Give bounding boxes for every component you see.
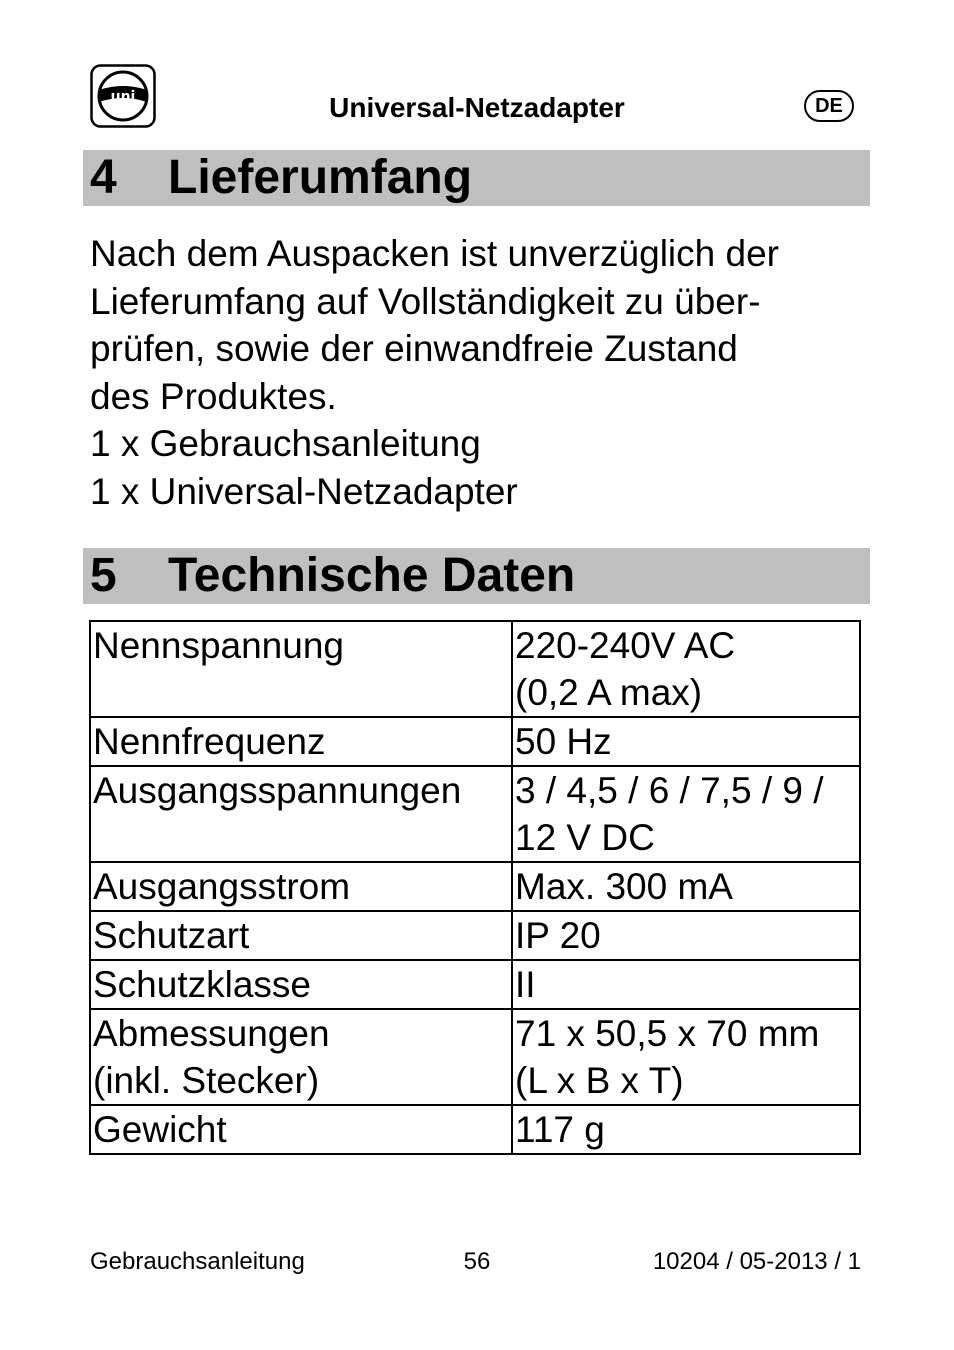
spec-label	[90, 1105, 512, 1154]
spec-value	[512, 766, 860, 862]
table-row	[90, 1009, 860, 1105]
paragraph-line: des Produktes.	[90, 375, 337, 417]
spec-value	[512, 911, 860, 960]
value-line: 50 Hz	[515, 721, 612, 762]
value-line: 3 / 4,5 / 6 / 7,5 / 9 /	[515, 770, 824, 811]
table-row	[90, 621, 860, 717]
value-line: 71 x 50,5 x 70 mm	[515, 1013, 820, 1054]
spec-value	[512, 621, 860, 717]
label-line: Gewicht	[93, 1109, 227, 1150]
value-line: II	[515, 964, 536, 1005]
value-line: 220-240V AC	[515, 625, 736, 666]
label-line: Ausgangsstrom	[93, 866, 351, 907]
spec-label	[90, 1009, 512, 1105]
paragraph-line: Lieferumfang auf Vollständigkeit zu über-	[90, 280, 761, 322]
section-title: Lieferumfang	[168, 151, 473, 204]
section-4-body	[90, 230, 880, 515]
header-title: Universal-Netzadapter	[329, 92, 625, 123]
contents-item: 1 x Gebrauchsanleitung	[90, 423, 481, 464]
table-row	[90, 960, 860, 1009]
label-line: Schutzart	[93, 915, 250, 956]
spec-label	[90, 911, 512, 960]
paragraph-line: prüfen, sowie der einwandfreie Zustand	[90, 328, 738, 369]
value-line: (0,2 A max)	[515, 672, 703, 713]
value-line: IP 20	[515, 915, 601, 956]
spec-value	[512, 717, 860, 766]
spec-label	[90, 621, 512, 717]
svg-text:uni: uni	[110, 89, 136, 105]
spec-label	[90, 960, 512, 1009]
contents-item: 1 x Universal-Netzadapter	[90, 470, 518, 512]
section-title: Technische Daten	[168, 549, 576, 602]
table-row	[90, 862, 860, 911]
table-row	[90, 717, 860, 766]
spec-value	[512, 1105, 860, 1154]
spec-value	[512, 960, 860, 1009]
table-row	[90, 766, 860, 862]
spec-label	[90, 862, 512, 911]
footer-doc-code: 10204 / 05-2013 / 1	[652, 1248, 861, 1275]
label-line: Schutzklasse	[93, 964, 311, 1005]
label-line: Abmessungen	[93, 1013, 330, 1054]
table-row	[90, 911, 860, 960]
value-line: (L x B x T)	[515, 1060, 684, 1101]
label-line: Nennfrequenz	[93, 721, 326, 762]
section-5-heading	[83, 548, 870, 604]
table-row	[90, 1105, 860, 1154]
value-line: 12 V DC	[515, 817, 655, 858]
spec-table	[89, 620, 861, 1155]
label-line: Nennspannung	[93, 625, 344, 666]
spec-value	[512, 862, 860, 911]
label-line: (inkl. Stecker)	[93, 1060, 320, 1101]
value-line: Max. 300 mA	[515, 866, 733, 907]
section-4-heading	[83, 150, 870, 206]
value-line: 117 g	[515, 1109, 605, 1150]
footer-page-number: 56	[463, 1248, 491, 1275]
language-badge: DE	[804, 90, 854, 122]
spec-label	[90, 717, 512, 766]
paragraph-line: Nach dem Auspacken ist unverzüglich der	[90, 233, 779, 274]
section-number: 4	[90, 151, 117, 204]
footer-doc-name: Gebrauchsanleitung	[90, 1248, 305, 1275]
spec-label	[90, 766, 512, 862]
spec-value	[512, 1009, 860, 1105]
section-number: 5	[90, 549, 117, 602]
label-line: Ausgangsspannungen	[93, 770, 462, 811]
